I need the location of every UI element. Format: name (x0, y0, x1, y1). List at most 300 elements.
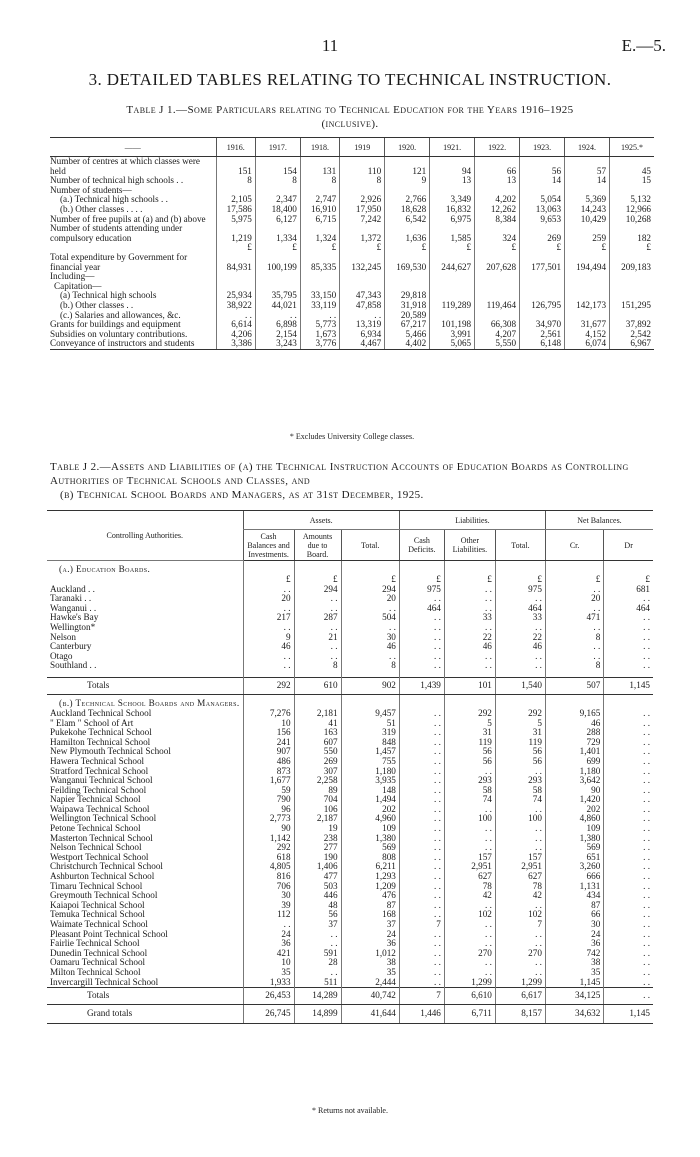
cell-value: . . (399, 661, 444, 671)
empty-cell (604, 694, 653, 709)
cell-value: . . (399, 728, 444, 738)
cell-value: 6,617 (495, 988, 545, 1005)
cell-value: 42 (495, 891, 545, 901)
cell-value: 39 (243, 901, 294, 911)
authority-name: Auckland . . (50, 583, 95, 594)
cell-value: 35 (243, 968, 294, 978)
cell-value: . . (495, 767, 545, 777)
cell-value (340, 272, 385, 282)
cell-value: . . (444, 767, 495, 777)
cell-value: . . (495, 901, 545, 911)
cell-value: . . (545, 642, 603, 652)
cell-value: 112 (243, 910, 294, 920)
cell-value: . . (243, 623, 294, 633)
cell-value: . . (604, 853, 653, 863)
cell-value: . . (243, 920, 294, 930)
cell-value: 157 (495, 853, 545, 863)
cell-value: . . (545, 652, 603, 662)
cell-value: . . (399, 805, 444, 815)
table-row (50, 157, 654, 177)
authority-name: Waimate Technical School (50, 919, 148, 929)
cell-value: . . (495, 594, 545, 604)
cell-value: 34,970 (520, 320, 565, 330)
cell-value: 21 (294, 633, 341, 643)
cell-value: 2,444 (341, 978, 399, 988)
cell-value: 1,324 (300, 224, 339, 243)
cell-value: 3,386 (216, 339, 255, 349)
cell-value: . . (604, 776, 653, 786)
authority-name: Waipawa Technical School (50, 803, 150, 814)
net-balances-header: Net Balances. (545, 511, 653, 530)
cell-value: 706 (243, 882, 294, 892)
cell-value: 78 (444, 882, 495, 892)
authority-name: New Plymouth Technical School (50, 746, 171, 757)
cell-value: 18,628 (385, 205, 430, 215)
cell-value: 13 (430, 176, 475, 186)
authority-name: Ashburton Technical School (50, 871, 155, 882)
cell-value: . . (495, 968, 545, 978)
cell-value: . . (604, 795, 653, 805)
section-title: 3. DETAILED TABLES RELATING TO TECHNICAL INSTRUCTION. (88, 70, 612, 89)
table-j1-caption: Table J 1.—Some Particulars relating to Technical Education for the Years 1916–1925 (126, 104, 574, 116)
table-row (47, 623, 653, 633)
cell-value: 34,632 (545, 1005, 603, 1024)
cell-value: 24 (243, 930, 294, 940)
cell-value: 121 (385, 157, 430, 177)
cell-value: 1,142 (243, 834, 294, 844)
authority-name: Timaru Technical School (50, 880, 143, 891)
authority-name: Stratford Technical School (50, 765, 149, 776)
cell-value: 163 (294, 728, 341, 738)
cell-value: 177,501 (520, 253, 565, 272)
cell-value: 464 (604, 604, 653, 614)
cell-value: 207,628 (475, 253, 520, 272)
cell-value: 1,585 (430, 224, 475, 243)
cell-value: 511 (294, 978, 341, 988)
cell-value: 1,457 (341, 747, 399, 757)
cell-value: 33 (444, 613, 495, 623)
cell-value: 7,276 (243, 709, 294, 719)
cell-value: 20,589 (385, 311, 430, 321)
cell-value: 10 (243, 958, 294, 968)
empty-cell (243, 561, 294, 576)
cell-value: . . (444, 824, 495, 834)
cell-value: 2,187 (294, 814, 341, 824)
cell-value: 270 (444, 949, 495, 959)
cell-value: . . (399, 901, 444, 911)
cell-value: 486 (243, 757, 294, 767)
cell-value: 1,209 (341, 882, 399, 892)
cell-value: 6,127 (255, 215, 300, 225)
cell-value: 57 (565, 157, 610, 177)
cell-value: 58 (495, 786, 545, 796)
cell-value: 48 (294, 901, 341, 911)
cell-value: . . (399, 776, 444, 786)
authority-name: Hawera Technical School (50, 755, 145, 766)
cell-value: . . (545, 585, 603, 595)
cell-value: 24 (545, 930, 603, 940)
cell-value: £ (255, 243, 300, 253)
authority-name: Wanganui . . (50, 602, 97, 613)
cell-value: 507 (545, 677, 603, 694)
cell-value: 651 (545, 853, 603, 863)
cell-value: . . (294, 594, 341, 604)
empty-cell (545, 561, 603, 576)
authority-name: Hawke's Bay (50, 612, 99, 623)
cell-value: 4,860 (545, 814, 603, 824)
cell-value: 126,795 (520, 301, 565, 311)
cell-value: 8 (300, 176, 339, 186)
cell-value: . . (444, 930, 495, 940)
cell-value: 446 (294, 891, 341, 901)
authority-name: Southland . . (50, 660, 97, 671)
cell-value: 755 (341, 757, 399, 767)
cell-value: £ (340, 243, 385, 253)
cell-value: 287 (294, 613, 341, 623)
cell-value: 5,773 (300, 320, 339, 330)
cell-value: 22 (444, 633, 495, 643)
cell-value: 1,145 (604, 677, 653, 694)
cell-value: . . (604, 891, 653, 901)
cell-value (475, 282, 520, 292)
cell-value: . . (243, 604, 294, 614)
cell-value: . . (604, 633, 653, 643)
cell-value: . . (604, 767, 653, 777)
table-j1-footnote: * Excludes University College classes. (289, 432, 415, 441)
authority-name: Pleasant Point Technical School (50, 928, 168, 939)
cell-value: 132,245 (340, 253, 385, 272)
cell-value: 142,173 (565, 301, 610, 311)
cell-value: . . (294, 652, 341, 662)
cell-value: . . (444, 834, 495, 844)
cell-value: 618 (243, 853, 294, 863)
table-row (47, 633, 653, 643)
cell-value: 41,644 (341, 1005, 399, 1024)
row-label: Subsidies on voluntary contributions. (50, 328, 188, 339)
authority-name: Masterton Technical School (50, 832, 153, 843)
authority-name: Dunedin Technical School (50, 947, 148, 958)
cell-value: 7,242 (340, 215, 385, 225)
cell-value: 12,966 (610, 205, 654, 215)
cell-value: . . (604, 968, 653, 978)
cell-value: 550 (294, 747, 341, 757)
cell-value (520, 272, 565, 282)
cell-value: 101 (444, 677, 495, 694)
cell-value: . . (604, 882, 653, 892)
authority-name: Wanganui Technical School (50, 775, 153, 786)
cell-value: 1,494 (341, 795, 399, 805)
cell-value: 66,308 (475, 320, 520, 330)
cell-value: 292 (243, 843, 294, 853)
cell-value: 131 (300, 157, 339, 177)
cell-value: 119 (495, 738, 545, 748)
cell-value: 503 (294, 882, 341, 892)
table-row (47, 978, 653, 988)
cell-value: . . (604, 958, 653, 968)
empty-cell (294, 561, 341, 576)
page-number: 11 (321, 36, 339, 55)
authority-name: Christchurch Technical School (50, 861, 163, 872)
cell-value: 31 (444, 728, 495, 738)
cell-value: . . (444, 594, 495, 604)
cell-value: 2,766 (385, 195, 430, 205)
cell-value: 37 (341, 920, 399, 930)
cell-value: 20 (341, 594, 399, 604)
cell-value: 109 (341, 824, 399, 834)
cell-value: 9 (385, 176, 430, 186)
cell-value: . . (300, 311, 339, 321)
cell-value: 8,384 (475, 215, 520, 225)
cell-value: 38,922 (216, 301, 255, 311)
cell-value: 1,677 (243, 776, 294, 786)
cell-value: . . (604, 642, 653, 652)
row-label: (b.) Other classes . . . . (60, 203, 143, 214)
cell-value: 6,975 (430, 215, 475, 225)
empty-cell (604, 561, 653, 576)
cell-value: 190 (294, 853, 341, 863)
year-header: 1918. (300, 138, 339, 157)
currency-symbol: £ (399, 575, 444, 585)
cell-value: 6,211 (341, 862, 399, 872)
authority-name: Milton Technical School (50, 966, 141, 977)
cell-value: . . (399, 958, 444, 968)
cell-value: 13,319 (340, 320, 385, 330)
cell-value (520, 282, 565, 292)
cr-header: Cr. (545, 530, 603, 561)
cell-value: 151,295 (610, 301, 654, 311)
cell-value: . . (399, 891, 444, 901)
cell-value: 2,951 (495, 862, 545, 872)
cell-value: 259 (565, 224, 610, 243)
cell-value: . . (444, 968, 495, 978)
cell-value: 20 (545, 594, 603, 604)
cell-value: 2,154 (255, 330, 300, 340)
cell-value: 6,898 (255, 320, 300, 330)
cell-value: £ (565, 243, 610, 253)
cell-value: 319 (341, 728, 399, 738)
cell-value: 66 (545, 910, 603, 920)
cell-value: 907 (243, 747, 294, 757)
table-row (47, 652, 653, 662)
authority-name: Kaiapoi Technical School (50, 899, 145, 910)
currency-symbol: £ (294, 575, 341, 585)
cell-value: 292 (243, 677, 294, 694)
cell-value: 627 (444, 872, 495, 882)
cell-value: 96 (243, 805, 294, 815)
cell-value: . . (399, 872, 444, 882)
empty-cell (399, 694, 444, 709)
authority-name: Pukekohe Technical School (50, 727, 152, 738)
cell-value: 14 (565, 176, 610, 186)
cell-value: 36 (243, 939, 294, 949)
authority-header: Controlling Authorities. (47, 511, 243, 561)
cell-value: . . (444, 939, 495, 949)
cell-value: . . (399, 834, 444, 844)
cell-value: 1,180 (341, 767, 399, 777)
cell-value: . . (341, 623, 399, 633)
cell-value: 33,119 (300, 301, 339, 311)
cell-value: . . (399, 814, 444, 824)
row-label: Capitation— (54, 280, 102, 291)
table-row (47, 585, 653, 595)
authority-name: Wellington* (50, 621, 96, 632)
cell-value: 1,293 (341, 872, 399, 882)
cell-value: . . (243, 585, 294, 595)
empty-cell (341, 561, 399, 576)
empty-cell (444, 561, 495, 576)
table-row (47, 613, 653, 623)
cell-value: 74 (495, 795, 545, 805)
cell-value: 58 (444, 786, 495, 796)
cell-value: 36 (341, 939, 399, 949)
cell-value (430, 282, 475, 292)
cell-value: . . (399, 652, 444, 662)
cell-value: . . (399, 862, 444, 872)
cell-value: 5 (444, 719, 495, 729)
row-label: Grants for buildings and equipment (50, 319, 181, 330)
cell-value: 33 (495, 613, 545, 623)
cell-value (385, 272, 430, 282)
cell-value: . . (399, 949, 444, 959)
cell-value: 1,406 (294, 862, 341, 872)
authority-name: Nelson (50, 631, 77, 642)
cell-value: 434 (545, 891, 603, 901)
cell-value: 591 (294, 949, 341, 959)
cell-value: 22 (495, 633, 545, 643)
cell-value: . . (604, 901, 653, 911)
currency-symbol: £ (341, 575, 399, 585)
cell-value: 2,542 (610, 330, 654, 340)
cell-value: 8 (341, 661, 399, 671)
cell-value: . . (444, 843, 495, 853)
cell-value: . . (399, 978, 444, 988)
cell-value: . . (399, 642, 444, 652)
cell-value: 90 (243, 824, 294, 834)
year-header: 1925.* (610, 138, 654, 157)
cell-value: 28 (294, 958, 341, 968)
deficits-header: Cash Deficits. (399, 530, 444, 561)
cell-value: 4,202 (475, 195, 520, 205)
cell-value: 100,199 (255, 253, 300, 272)
cell-value: 6,148 (520, 339, 565, 349)
cell-value: 38 (545, 958, 603, 968)
cell-value: . . (399, 757, 444, 767)
cell-value: 4,206 (216, 330, 255, 340)
total-liabilities-header: Total. (495, 530, 545, 561)
authority-name: Napier Technical School (50, 794, 141, 805)
cell-value: 168 (341, 910, 399, 920)
authority-name: Oamaru Technical School (50, 957, 146, 968)
cell-value: . . (604, 862, 653, 872)
cell-value: 6,711 (444, 1005, 495, 1024)
cell-value: 288 (545, 728, 603, 738)
year-header: 1917. (255, 138, 300, 157)
cell-value: 6,715 (300, 215, 339, 225)
cell-value: 202 (341, 805, 399, 815)
grand-totals-row (47, 1005, 653, 1024)
currency-symbol: £ (243, 575, 294, 585)
cell-value: 26,745 (243, 1005, 294, 1024)
row-label: Number of free pupils at (a) and (b) above (50, 213, 206, 224)
cell-value: 241 (243, 738, 294, 748)
cell-value: . . (444, 805, 495, 815)
cell-value: 975 (399, 585, 444, 595)
cell-value: 1,420 (545, 795, 603, 805)
cell-value: 464 (495, 604, 545, 614)
cell-value: 1,439 (399, 677, 444, 694)
cell-value: 666 (545, 872, 603, 882)
cell-value: 10,268 (610, 215, 654, 225)
authority-name: Nelson Technical School (50, 842, 142, 853)
cell-value: 56 (520, 157, 565, 177)
cell-value: . . (399, 795, 444, 805)
cell-value: 194,494 (565, 253, 610, 272)
year-header: 1923. (520, 138, 565, 157)
cell-value: 5,054 (520, 195, 565, 205)
cell-value: . . (604, 805, 653, 815)
cell-value: 84,931 (216, 253, 255, 272)
cell-value: 12,262 (475, 205, 520, 215)
cell-value: 4,805 (243, 862, 294, 872)
cell-value: 816 (243, 872, 294, 882)
table-j2 (47, 510, 653, 1024)
cell-value: . . (604, 652, 653, 662)
cell-value: . . (495, 805, 545, 815)
cell-value: 9,457 (341, 709, 399, 719)
cell-value: 4,402 (385, 339, 430, 349)
cell-value: 102 (444, 910, 495, 920)
cell-value: . . (495, 623, 545, 633)
cell-value: . . (294, 604, 341, 614)
cell-value: 1,131 (545, 882, 603, 892)
cell-value: 51 (341, 719, 399, 729)
totals-row (47, 988, 653, 1005)
cell-value: 4,467 (340, 339, 385, 349)
cell-value: 13 (475, 176, 520, 186)
cell-value: 8 (294, 661, 341, 671)
cell-value: 56 (495, 757, 545, 767)
cell-value: 1,012 (341, 949, 399, 959)
cell-value: 4,960 (341, 814, 399, 824)
cell-value: . . (444, 920, 495, 930)
cell-value: . . (604, 613, 653, 623)
cell-value: . . (604, 872, 653, 882)
cell-value: 25,934 (216, 291, 255, 301)
cell-value (610, 282, 654, 292)
cell-value: 975 (495, 585, 545, 595)
cell-value: . . (399, 968, 444, 978)
empty-cell (495, 694, 545, 709)
table-j2-caption-line2: (b) Technical School Boards and Managers, as at 31st December, 1925. (60, 489, 424, 501)
cell-value: 477 (294, 872, 341, 882)
cell-value: 2,747 (300, 195, 339, 205)
cell-value: . . (604, 719, 653, 729)
year-header: 1920. (385, 138, 430, 157)
cell-value: . . (294, 939, 341, 949)
cell-value: 16,832 (430, 205, 475, 215)
dr-header: Dr (604, 530, 653, 561)
currency-symbol: £ (545, 575, 603, 585)
cell-value: 1,299 (495, 978, 545, 988)
cell-value: 17,950 (340, 205, 385, 215)
cell-value: . . (495, 661, 545, 671)
cell-value: 89 (294, 786, 341, 796)
cell-value: 873 (243, 767, 294, 777)
authority-name: Grand totals (47, 1005, 243, 1024)
cell-value: 30 (243, 891, 294, 901)
cell-value: 1,299 (444, 978, 495, 988)
table-j1-caption-line2: (inclusive). (321, 118, 379, 130)
